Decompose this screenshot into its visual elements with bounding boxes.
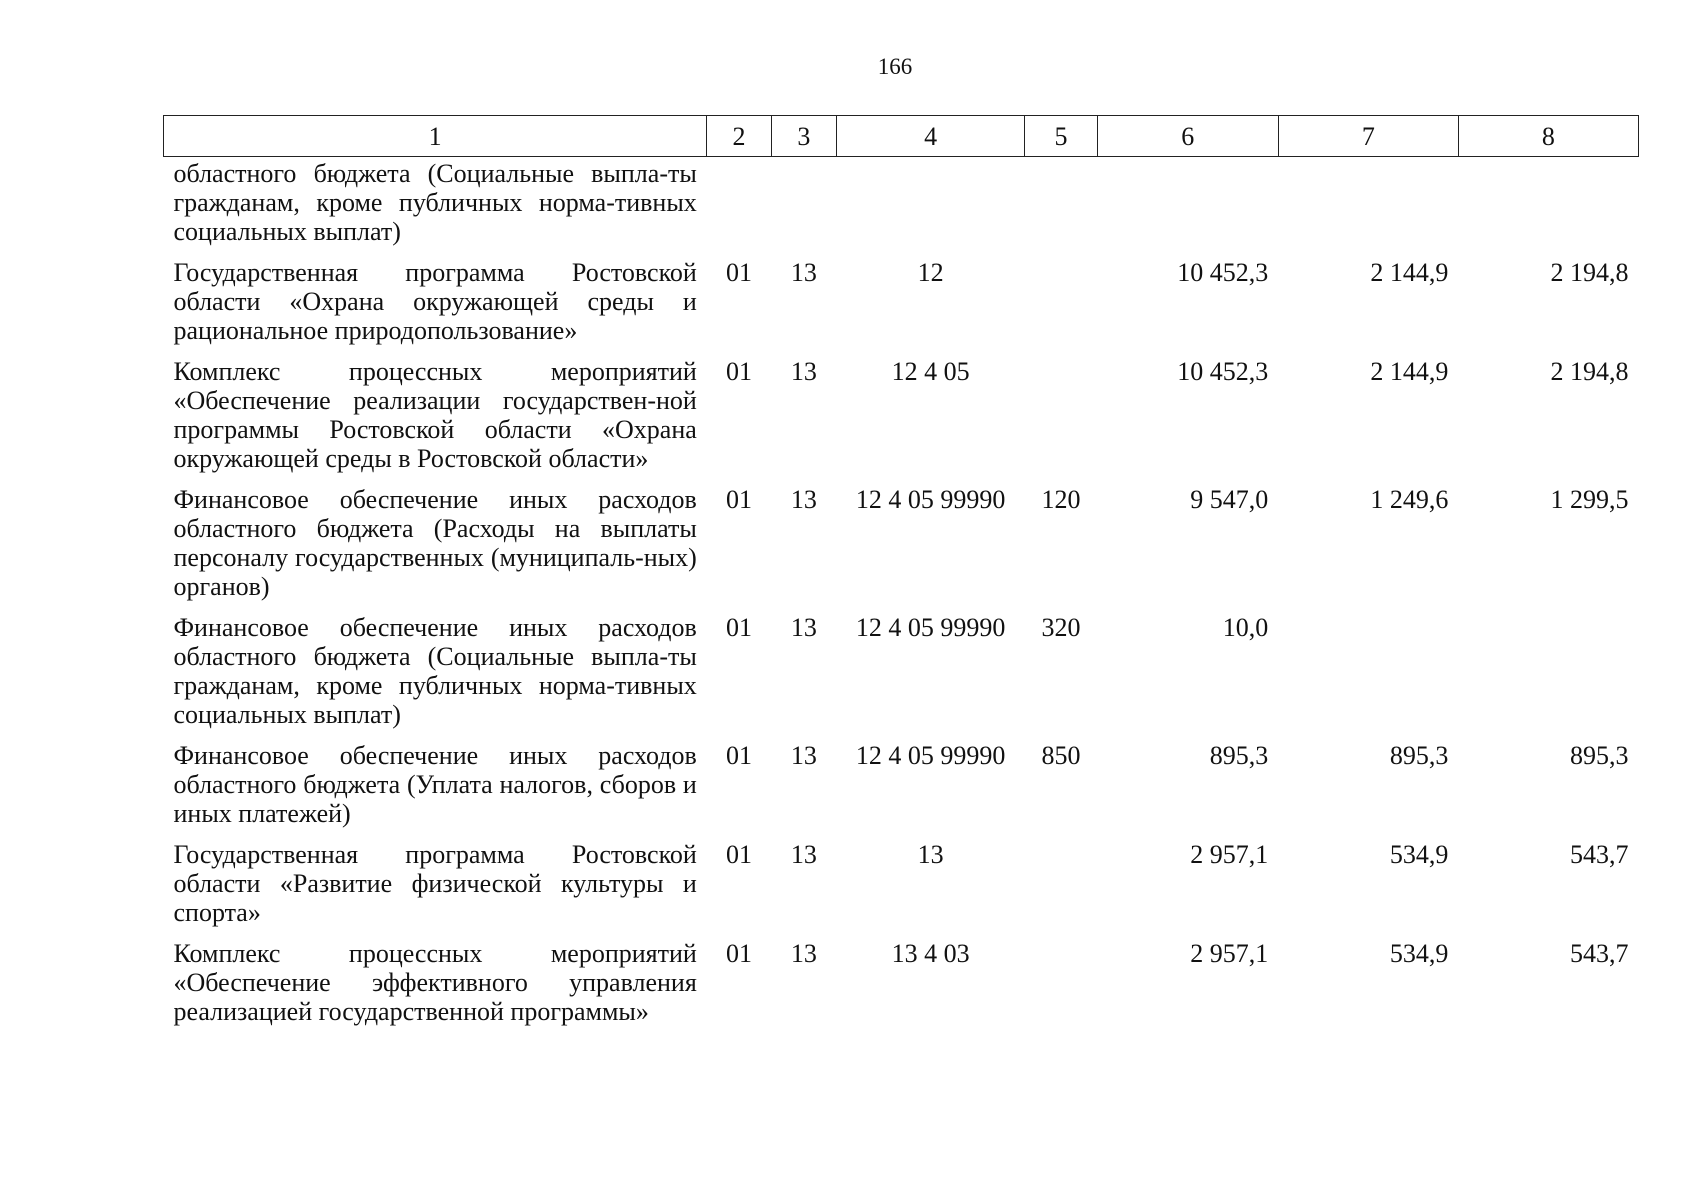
cell-amount-6: [1097, 157, 1278, 259]
row-name: областного бюджета (Социальные выпла-ты гражданам, кроме публичных норма-тивных социальных выплат): [173, 159, 697, 246]
cell-target-code: 13 4 03: [891, 939, 970, 968]
budget-table: [163, 115, 1639, 1038]
cell-section: 01: [726, 357, 752, 386]
cell-amount-7: 534,9: [1389, 840, 1449, 869]
table-row: [164, 840, 1639, 939]
cell-amount-7: 1 249,6: [1370, 485, 1449, 514]
cell-section: 01: [726, 613, 752, 642]
cell-subsection: 13: [790, 485, 817, 514]
column-header: 6: [1097, 116, 1278, 157]
cell-amount-8: 1 299,5: [1550, 485, 1629, 514]
cell-section: 01: [726, 840, 752, 869]
cell-expense-type: [1025, 357, 1097, 485]
table-row: [164, 357, 1639, 485]
cell-target-code: [837, 157, 1025, 259]
cell-subsection: 13: [790, 741, 817, 770]
cell-section: 01: [726, 939, 752, 968]
cell-amount-6: 10 452,3: [1177, 357, 1269, 386]
cell-amount-8: [1458, 157, 1638, 259]
cell-target-code: 12 4 05 99990: [855, 485, 1006, 514]
cell-amount-7: 2 144,9: [1370, 258, 1449, 287]
cell-expense-type: 320: [1041, 613, 1081, 642]
cell-amount-8: 2 194,8: [1550, 357, 1629, 386]
table-row: [164, 485, 1639, 613]
cell-amount-6: 10,0: [1222, 613, 1269, 642]
column-header: 3: [771, 116, 836, 157]
cell-amount-6: 9 547,0: [1190, 485, 1269, 514]
cell-section: 01: [726, 741, 752, 770]
column-header: 7: [1278, 116, 1458, 157]
cell-amount-8: [1458, 613, 1638, 741]
cell-amount-6: 895,3: [1209, 741, 1269, 770]
column-header: 4: [837, 116, 1025, 157]
cell-amount-8: 543,7: [1570, 840, 1629, 869]
cell-amount-8: 2 194,8: [1550, 258, 1629, 287]
cell-section: [707, 157, 771, 259]
row-name: Комплекс процессных мероприятий «Обеспечение реализации государствен-ной программы Ростовской области «Охрана окружающей среды в Ростовской области»: [173, 357, 697, 473]
cell-amount-6: 2 957,1: [1190, 840, 1269, 869]
cell-target-code: 13: [917, 840, 944, 869]
cell-section: 01: [726, 485, 752, 514]
row-name: Финансовое обеспечение иных расходов областного бюджета (Социальные выпла-ты гражданам, кроме публичных норма-тивных социальных выплат): [173, 613, 697, 729]
cell-expense-type: [1025, 840, 1097, 939]
cell-amount-7: 2 144,9: [1370, 357, 1449, 386]
cell-expense-type: 120: [1041, 485, 1081, 514]
table-row: [164, 741, 1639, 840]
cell-subsection: 13: [790, 357, 817, 386]
cell-amount-7: [1278, 157, 1458, 259]
page-number: 166: [877, 54, 913, 79]
cell-expense-type: [1025, 258, 1097, 357]
cell-subsection: 13: [790, 613, 817, 642]
table-row: [164, 939, 1639, 1038]
cell-amount-7: 534,9: [1389, 939, 1449, 968]
cell-subsection: 13: [790, 258, 817, 287]
table-row: [164, 258, 1639, 357]
row-name: Финансовое обеспечение иных расходов областного бюджета (Расходы на выплаты персоналу государственных (муниципаль-ных) органов): [173, 485, 697, 601]
row-name: Государственная программа Ростовской области «Развитие физической культуры и спорта»: [173, 840, 697, 927]
cell-expense-type: 850: [1041, 741, 1081, 770]
cell-target-code: 12 4 05 99990: [855, 613, 1006, 642]
cell-expense-type: [1025, 939, 1097, 1038]
cell-target-code: 12 4 05 99990: [855, 741, 1006, 770]
cell-amount-7: [1278, 613, 1458, 741]
column-header: 1: [164, 116, 707, 157]
cell-amount-8: 543,7: [1570, 939, 1629, 968]
cell-target-code: 12 4 05: [891, 357, 970, 386]
column-header: 2: [707, 116, 771, 157]
column-header: 5: [1025, 116, 1097, 157]
cell-subsection: [771, 157, 836, 259]
row-name: Комплекс процессных мероприятий «Обеспечение эффективного управления реализацией государственной программы»: [173, 939, 697, 1026]
cell-section: 01: [726, 258, 752, 287]
row-name: Государственная программа Ростовской области «Охрана окружающей среды и рациональное природопользование»: [173, 258, 697, 345]
table-row: [164, 157, 1639, 259]
table-row: [164, 613, 1639, 741]
cell-amount-8: 895,3: [1570, 741, 1629, 770]
column-header: 8: [1458, 116, 1638, 157]
cell-subsection: 13: [790, 939, 817, 968]
cell-amount-6: 10 452,3: [1177, 258, 1269, 287]
cell-subsection: 13: [790, 840, 817, 869]
cell-expense-type: [1025, 157, 1097, 259]
row-name: Финансовое обеспечение иных расходов областного бюджета (Уплата налогов, сборов и иных платежей): [173, 741, 697, 828]
header-row: [164, 116, 1639, 157]
cell-amount-7: 895,3: [1389, 741, 1449, 770]
cell-target-code: 12: [917, 258, 944, 287]
cell-amount-6: 2 957,1: [1190, 939, 1269, 968]
